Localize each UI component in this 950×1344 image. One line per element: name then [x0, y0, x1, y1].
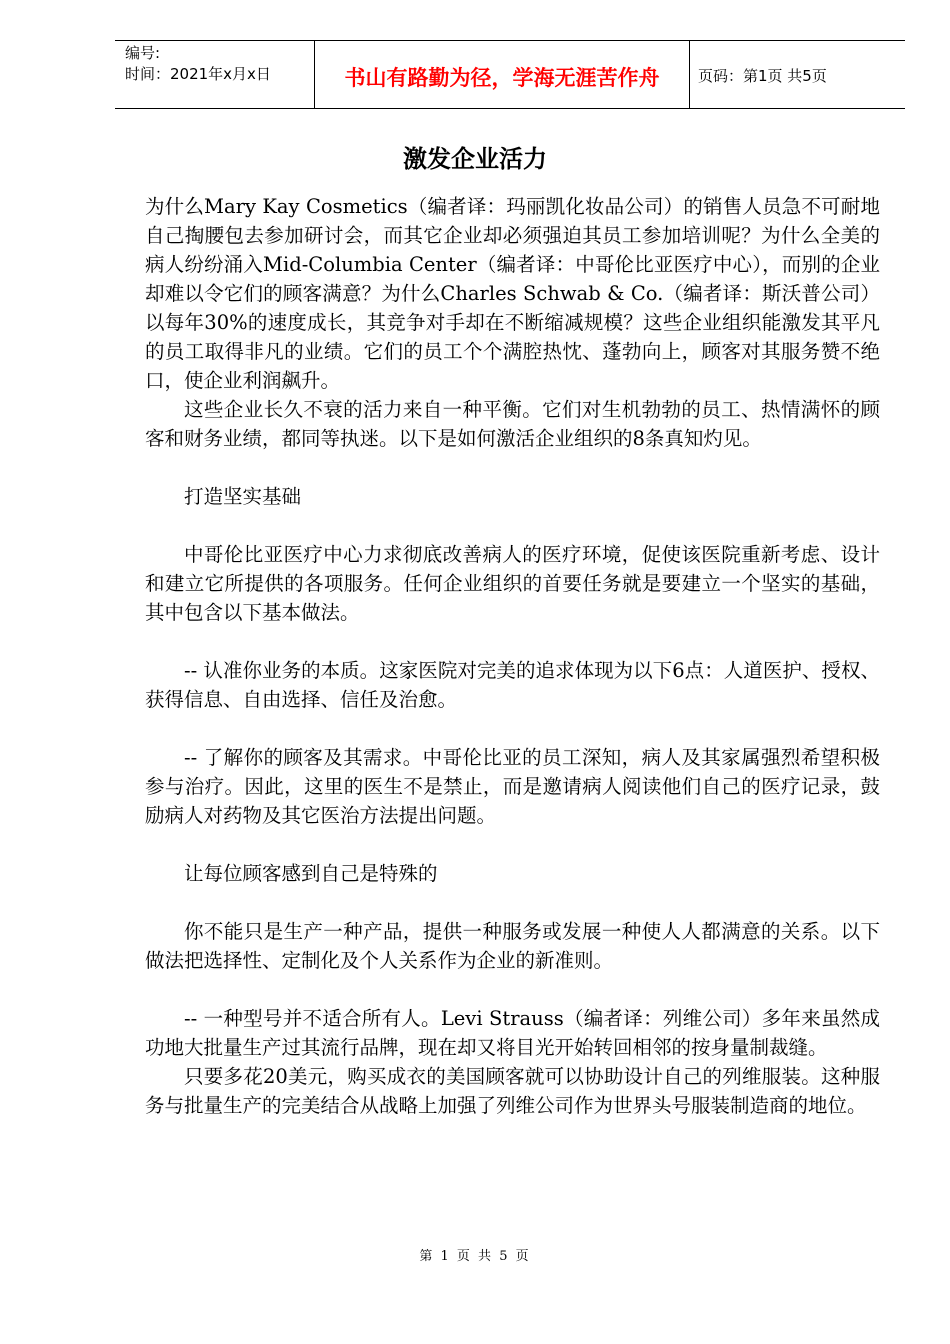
- paragraph-foundation: 中哥伦比亚医疗中心力求彻底改善病人的医疗环境，促使该医院重新考虑、设计和建立它所提供的各项服务。任何企业组织的首要任务就是要建立一个坚实的基础，其中包含以下基本做法。: [145, 543, 880, 624]
- paragraph-balance: 这些企业长久不衰的活力来自一种平衡。它们对生机勃勃的员工、热情满怀的顾客和财务业绩，都同等执迷。以下是如何激活企业组织的8条真知灼见。: [145, 398, 880, 450]
- header-meta: [115, 41, 315, 108]
- page-header: [115, 40, 905, 109]
- document-number-label: 编号:: [125, 44, 161, 62]
- bullet-one-size: -- 一种型号并不适合所有人。Levi Strauss（编者译：列维公司）多年来虽然成功地大批量生产过其流行品牌，现在却又将目光开始转回相邻的按身量制裁缝。: [145, 1007, 880, 1059]
- document-time-label: 时间：2021年x月x日: [125, 65, 271, 83]
- section-heading-foundation: 打造坚实基础: [184, 485, 302, 508]
- header-motto: 书山有路勤为径，学海无涯苦作舟: [315, 41, 690, 108]
- document-title: 激发企业活力: [403, 145, 547, 173]
- section-heading-special: 让每位顾客感到自己是特殊的: [184, 862, 438, 885]
- document-body: [145, 192, 880, 1120]
- paragraph-special: 你不能只是生产一种产品，提供一种服务或发展一种使人人都满意的关系。以下做法把选择性、定制化及个人关系作为企业的新准则。: [145, 920, 880, 972]
- paragraph-intro: 为什么Mary Kay Cosmetics（编者译：玛丽凯化妆品公司）的销售人员急不可耐地自己掏腰包去参加研讨会，而其它企业却必须强迫其员工参加培训呢？为什么全美的病人纷纷涌入Mid-Columbia Center（编者译：中哥伦比亚医疗中心），而别的企业却难以令它们的顾客满意？为什么Charles Schwab & Co.（编者译：斯沃普公司）以每年30%的速度成长，其竞争对手却在不断缩减规模？这些企业组织能激发其平凡的员工取得非凡的业绩。它们的员工个个满腔热忱、蓬勃向上，顾客对其服务赞不绝口，使企业利润飙升。: [145, 195, 880, 392]
- bullet-know-customers: -- 了解你的顾客及其需求。中哥伦比亚的员工深知，病人及其家属强烈希望积极参与治疗。因此，这里的医生不是禁止，而是邀请病人阅读他们自己的医疗记录，鼓励病人对药物及其它医治方法提出问题。: [145, 746, 880, 827]
- header-page-info: 页码：第1页 共5页: [698, 67, 827, 85]
- bullet-business-essence: -- 认准你业务的本质。这家医院对完美的追求体现为以下6点：人道医护、授权、获得信息、自由选择、信任及治愈。: [145, 659, 880, 711]
- page-footer: 第 1 页 共 5 页: [419, 1249, 531, 1264]
- paragraph-levi: 只要多花20美元，购买成衣的美国顾客就可以协助设计自己的列维服装。这种服务与批量生产的完美结合从战略上加强了列维公司作为世界头号服装制造商的地位。: [145, 1065, 880, 1117]
